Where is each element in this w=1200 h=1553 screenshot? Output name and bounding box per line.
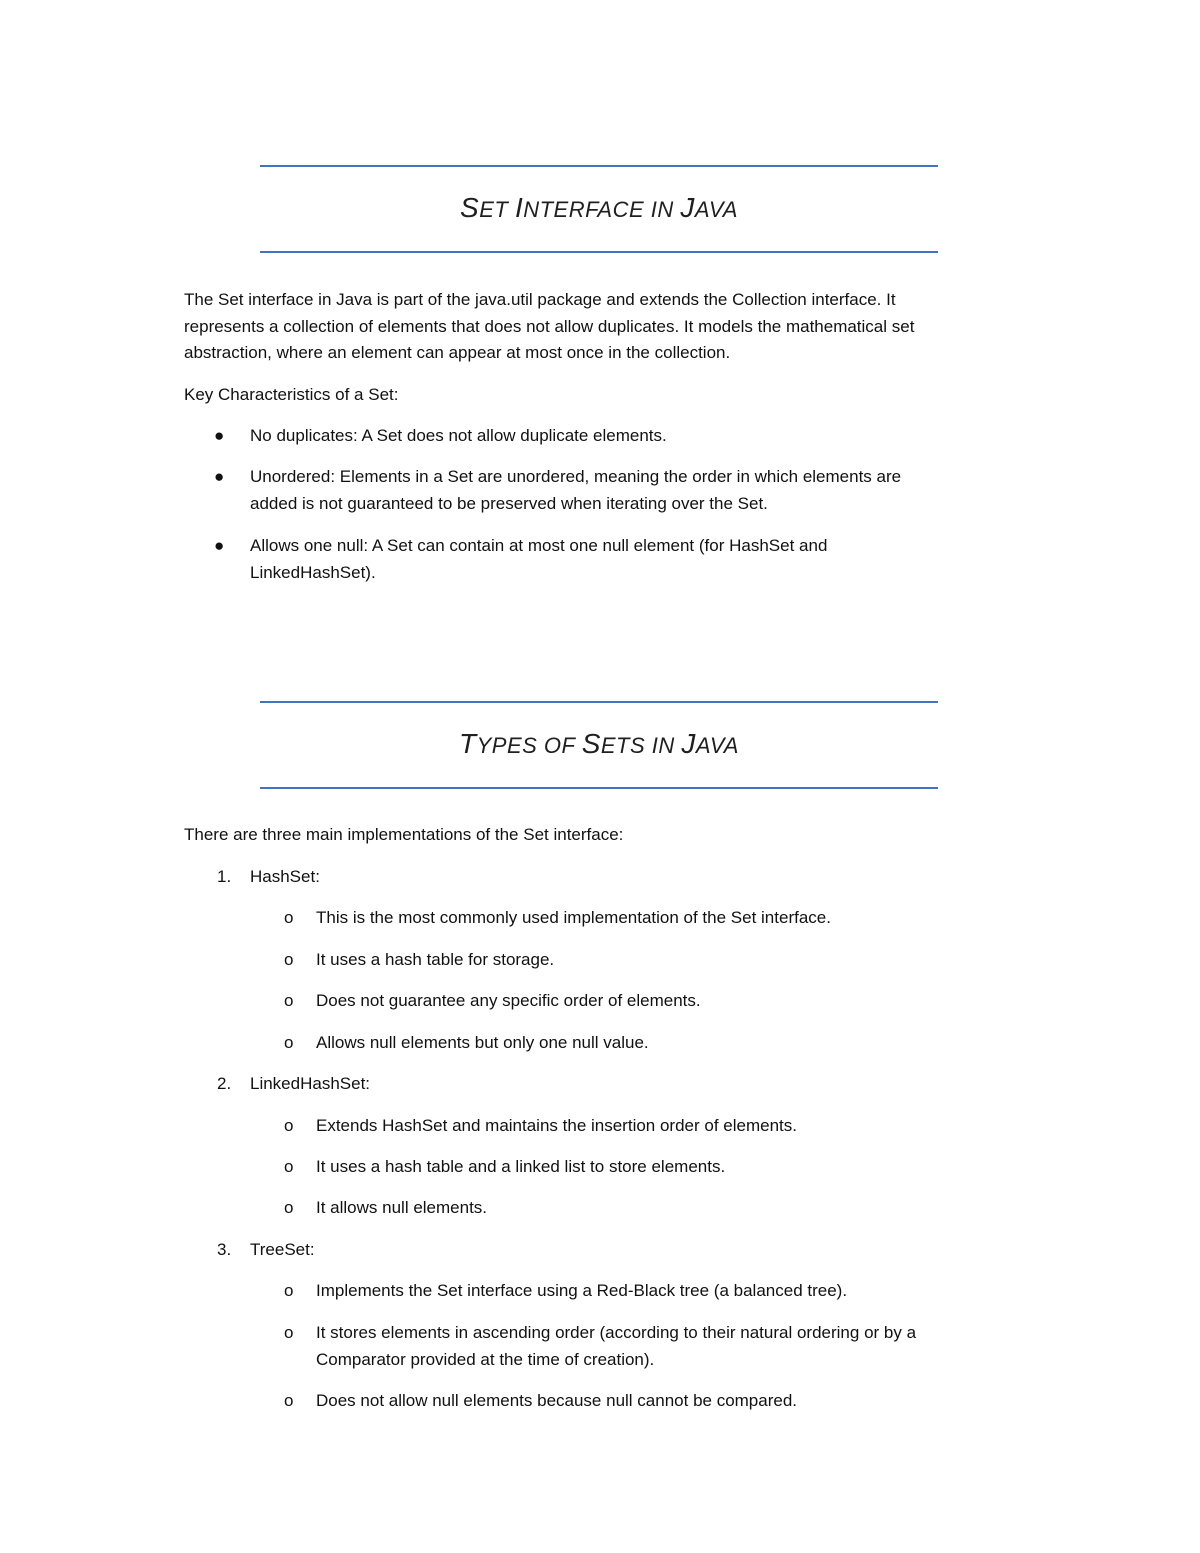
intro-line: The Set interface in Java is part of the java.util package and extends the Collection interface. It bbox=[184, 290, 896, 309]
sub-bullet-text: This is the most commonly used implementation of the Set interface. bbox=[316, 908, 831, 927]
circle-bullet-icon: o bbox=[284, 908, 294, 927]
circle-bullet-icon: o bbox=[284, 1157, 294, 1176]
intro-paragraph bbox=[184, 287, 1014, 367]
bullet-dot-icon: ● bbox=[214, 426, 225, 445]
circle-bullet-icon: o bbox=[284, 991, 294, 1010]
sub-bullet-text: It uses a hash table and a linked list to store elements. bbox=[316, 1157, 726, 1176]
bullet-text: Allows one null: A Set can contain at most one null element (for HashSet and bbox=[250, 536, 828, 555]
bullet-text: added is not guaranteed to be preserved when iterating over the Set. bbox=[250, 493, 768, 513]
item-number: 3. bbox=[217, 1240, 232, 1259]
bullet-text: LinkedHashSet). bbox=[250, 562, 376, 582]
types-intro: There are three main implementations of the Set interface: bbox=[184, 825, 624, 844]
circle-bullet-icon: o bbox=[284, 1198, 294, 1217]
circle-bullet-icon: o bbox=[284, 1391, 294, 1410]
item-name: LinkedHashSet: bbox=[250, 1074, 371, 1093]
circle-bullet-icon: o bbox=[284, 1116, 294, 1135]
section-title-set-interface: SET INTERFACE IN JAVA bbox=[460, 192, 738, 223]
sub-bullet-text: Allows null elements but only one null value. bbox=[316, 1033, 649, 1052]
sub-bullet-text: Does not guarantee any specific order of elements. bbox=[316, 991, 701, 1010]
item-number: 1. bbox=[217, 867, 232, 886]
title-top-rule bbox=[260, 701, 938, 703]
sub-bullet-text: It uses a hash table for storage. bbox=[316, 950, 555, 969]
sub-bullet-text: It stores elements in ascending order (according to their natural ordering or by a bbox=[316, 1323, 917, 1342]
circle-bullet-icon: o bbox=[284, 1033, 294, 1052]
bullet-text: Unordered: Elements in a Set are unordered, meaning the order in which elements are bbox=[250, 467, 902, 486]
sub-bullet-text: Extends HashSet and maintains the insertion order of elements. bbox=[316, 1116, 797, 1135]
sub-bullet-text: Implements the Set interface using a Red-Black tree (a balanced tree). bbox=[316, 1281, 848, 1300]
circle-bullet-icon: o bbox=[284, 950, 294, 969]
item-name: TreeSet: bbox=[250, 1240, 315, 1259]
sub-bullet-text: It allows null elements. bbox=[316, 1198, 488, 1217]
bullet-dot-icon: ● bbox=[214, 467, 225, 486]
item-name: HashSet: bbox=[250, 867, 320, 886]
title-top-rule bbox=[260, 165, 938, 167]
sub-bullet-text: Comparator provided at the time of creation). bbox=[316, 1349, 655, 1369]
item-number: 2. bbox=[217, 1074, 232, 1093]
sub-bullet-text: Does not allow null elements because null cannot be compared. bbox=[316, 1391, 798, 1410]
circle-bullet-icon: o bbox=[284, 1323, 294, 1342]
title-bottom-rule bbox=[260, 787, 938, 789]
key-characteristics-heading: Key Characteristics of a Set: bbox=[184, 385, 399, 404]
intro-line: abstraction, where an element can appear at most once in the collection. bbox=[184, 343, 731, 362]
bullet-dot-icon: ● bbox=[214, 536, 225, 555]
bullet-text: No duplicates: A Set does not allow duplicate elements. bbox=[250, 426, 667, 445]
title-bottom-rule bbox=[260, 251, 938, 253]
section-title-types-of-sets: TYPES OF SETS IN JAVA bbox=[459, 728, 739, 759]
circle-bullet-icon: o bbox=[284, 1281, 294, 1300]
intro-line: represents a collection of elements that does not allow duplicates. It models the mathematical set bbox=[184, 316, 915, 336]
